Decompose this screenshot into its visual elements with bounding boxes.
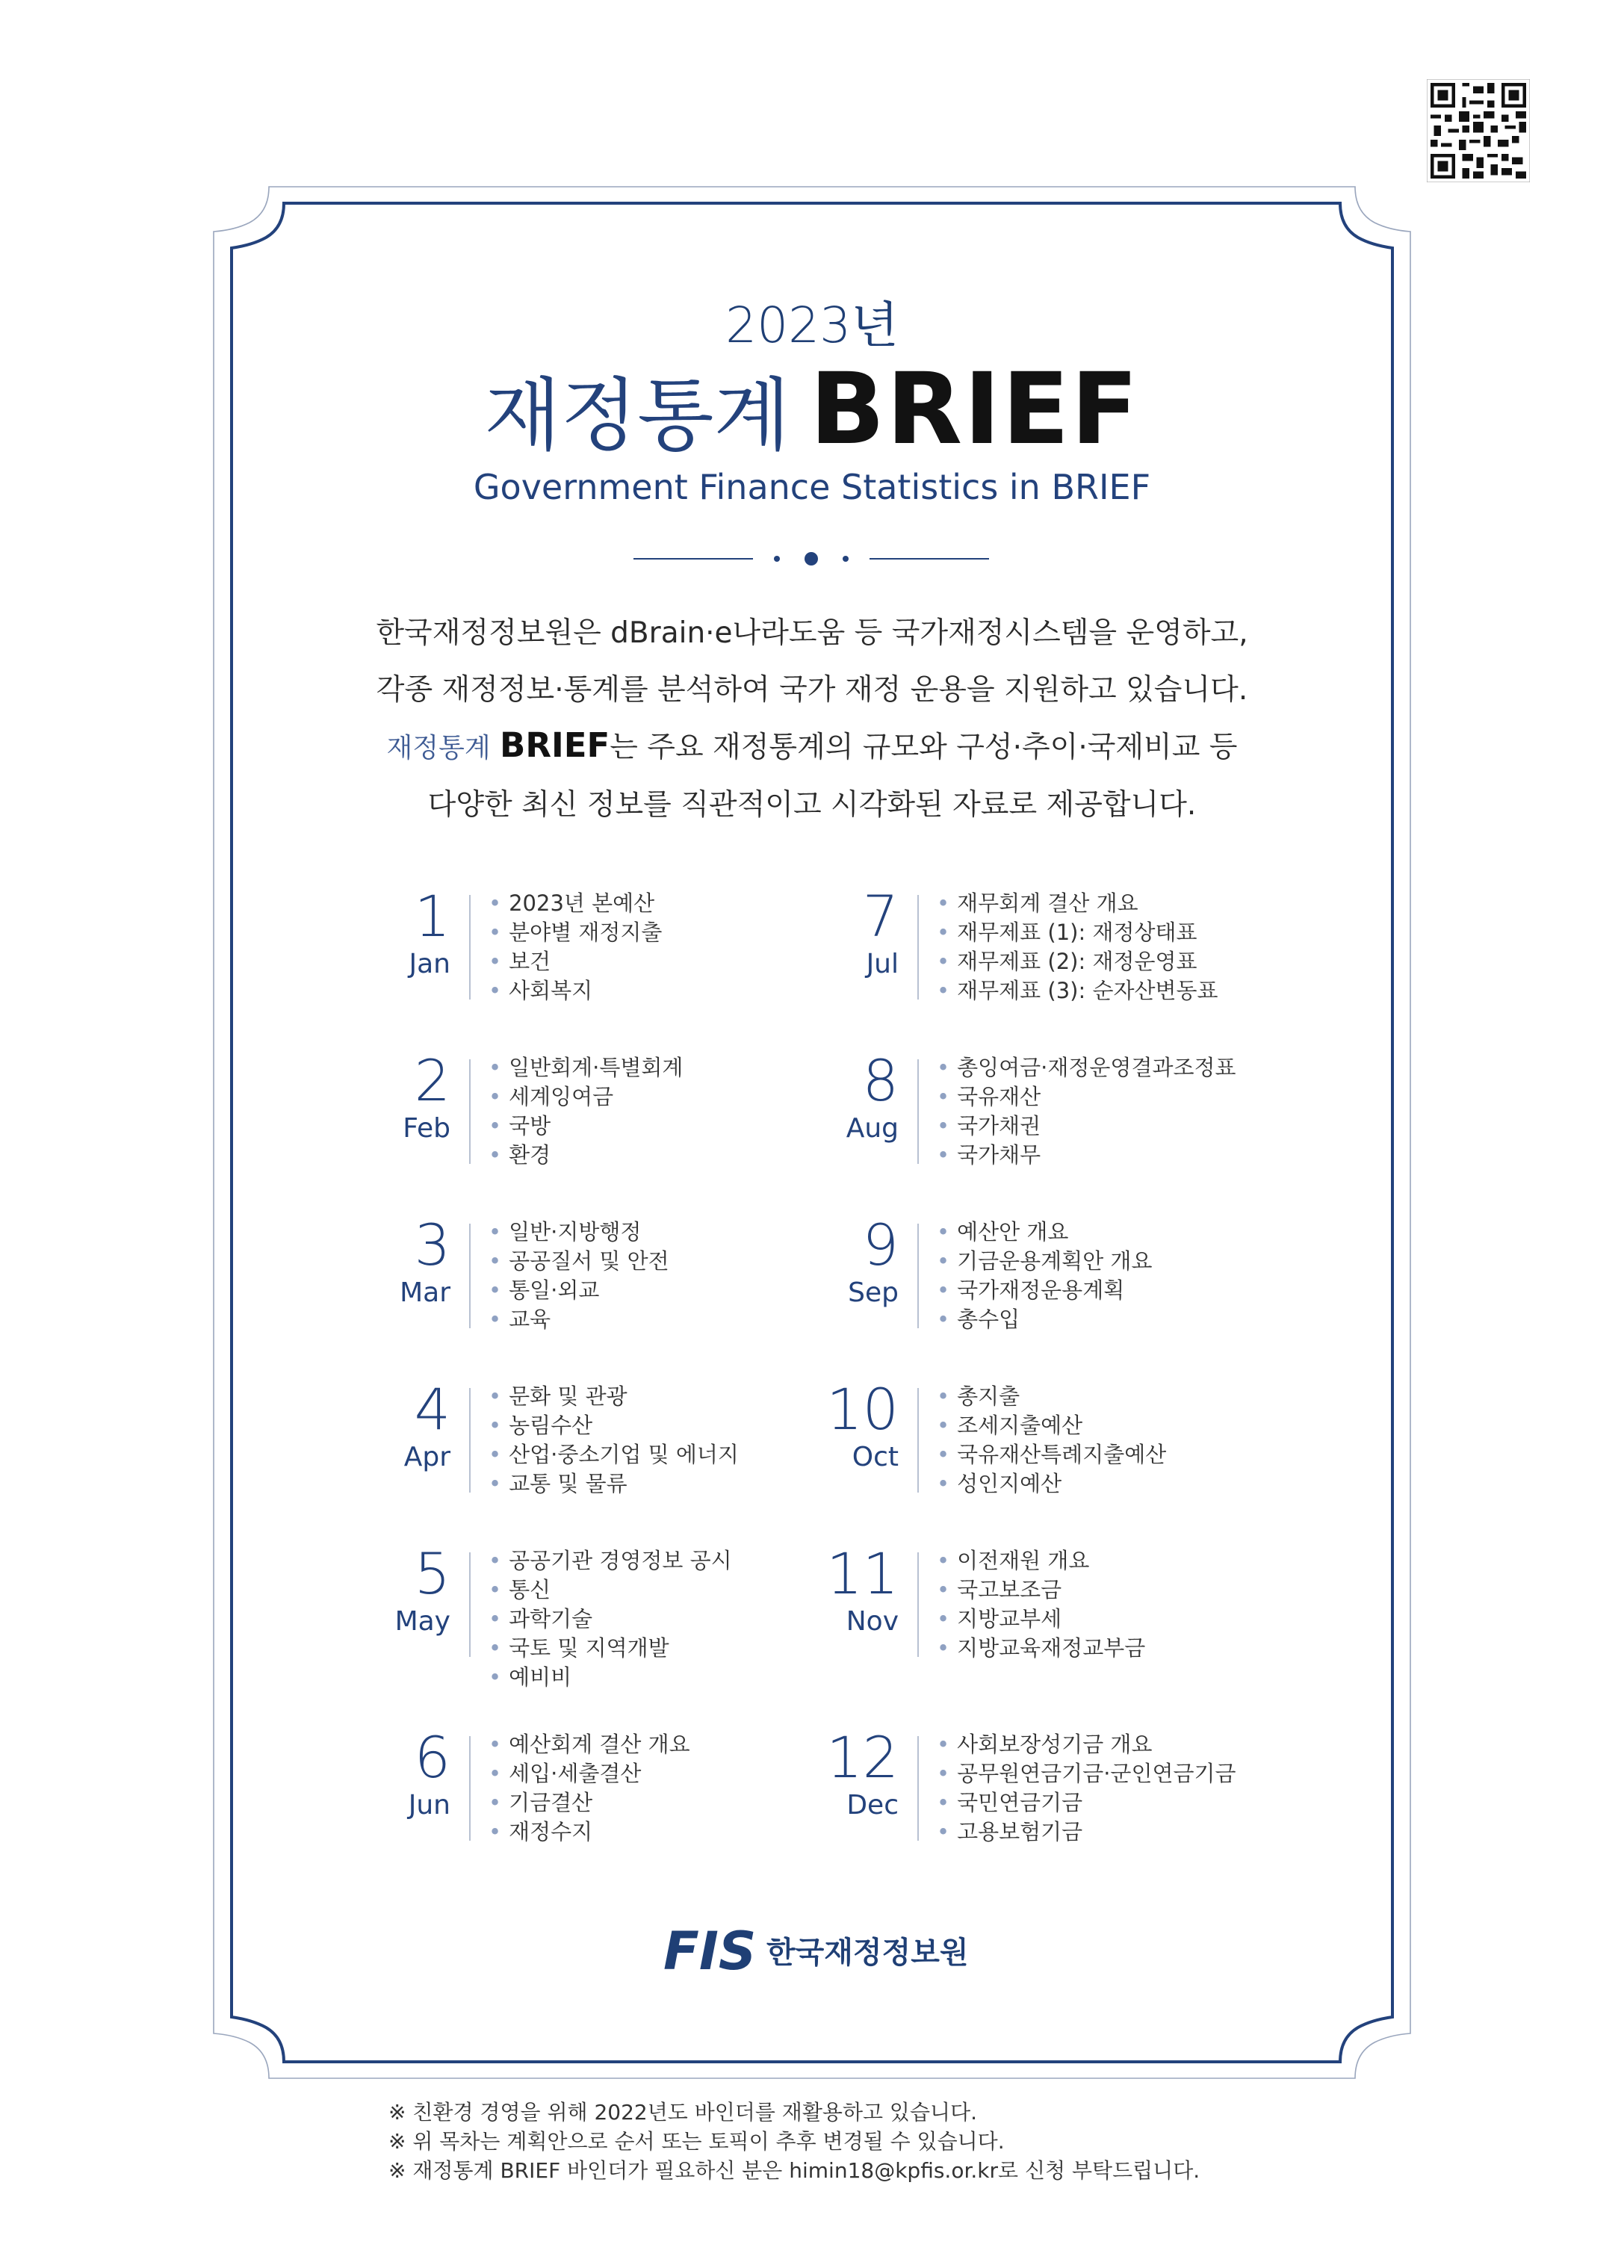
list-item [489, 1440, 739, 1469]
month-divider [917, 1736, 919, 1841]
topic-label: 국가채무 [957, 1142, 1041, 1168]
intro-brief: BRIEF [500, 725, 610, 765]
title-korean: 재정통계 [484, 370, 790, 462]
topic-label: 국민연금기금 [957, 1790, 1083, 1815]
logo-organization-name: 한국재정정보원 [766, 1936, 969, 1970]
list-item [489, 1663, 732, 1692]
footnote: ※ 재정통계 BRIEF 바인더가 필요하신 분은 himin18@kpfis.or.kr로 신청 부탁드립니다. [388, 2158, 1200, 2183]
bullet-icon: • [937, 1732, 950, 1757]
month-number: 12 [826, 1724, 899, 1791]
month-divider [469, 895, 471, 1000]
bullet-icon: • [489, 1219, 502, 1245]
bullet-icon: • [489, 920, 502, 945]
list-item [489, 889, 662, 918]
topic-label: 국가채권 [957, 1113, 1041, 1138]
month-number: 2 [414, 1047, 450, 1114]
list-item [937, 1469, 1166, 1499]
topic-label: 국방 [509, 1113, 551, 1138]
list-item [937, 1112, 1236, 1141]
topic-label: 일반·지방행정 [509, 1219, 642, 1245]
bullet-icon: • [489, 1055, 502, 1080]
topic-label: 교육 [509, 1307, 551, 1332]
bullet-icon: • [937, 1635, 950, 1661]
bullet-icon: • [489, 1819, 502, 1844]
bullet-icon: • [489, 1142, 502, 1168]
month-block [813, 1212, 1530, 1367]
intro-line-4: 다양한 최신 정보를 직관적이고 시각화된 자료로 제공합니다. [427, 788, 1197, 822]
footnotes [388, 2098, 1200, 2185]
bullet-icon: • [937, 1761, 950, 1786]
month-topic-list [937, 1546, 1145, 1663]
list-item [937, 1730, 1236, 1759]
month-divider [917, 1059, 919, 1164]
month-block [813, 1376, 1530, 1531]
list-item [489, 1469, 739, 1499]
month-divider [469, 1736, 471, 1841]
bullet-icon: • [489, 1471, 502, 1496]
month-topic-list [937, 1053, 1236, 1170]
month-name: Dec [846, 1790, 899, 1821]
bullet-icon: • [489, 890, 502, 916]
month-topic-list [937, 1218, 1152, 1334]
bullet-icon: • [937, 1277, 950, 1303]
topic-label: 재무회계 결산 개요 [957, 890, 1138, 916]
footnote: ※ 위 목차는 계획안으로 순서 또는 토픽이 추후 변경될 수 있습니다. [388, 2129, 1005, 2154]
month-block [813, 1047, 1530, 1203]
month-number: 5 [414, 1540, 450, 1607]
bullet-icon: • [937, 1113, 950, 1138]
topic-label: 일반회계·특별회계 [509, 1055, 684, 1080]
list-item [937, 1218, 1152, 1247]
list-item [489, 918, 662, 947]
list-item [937, 1546, 1145, 1575]
month-divider [469, 1552, 471, 1657]
bullet-icon: • [489, 1635, 502, 1661]
month-name: Nov [846, 1606, 899, 1637]
topic-label: 통일·외교 [509, 1277, 600, 1303]
topic-label: 사회복지 [509, 978, 593, 1003]
bullet-icon: • [937, 1790, 950, 1815]
bullet-icon: • [489, 1790, 502, 1815]
list-item [937, 1634, 1145, 1663]
bullet-icon: • [937, 1471, 950, 1496]
list-item [489, 1411, 739, 1440]
month-name: Mar [400, 1277, 450, 1308]
topic-label: 과학기술 [509, 1606, 593, 1632]
month-divider [917, 1552, 919, 1657]
bullet-icon: • [937, 890, 950, 916]
month-name: Aug [846, 1113, 899, 1144]
list-item [937, 1411, 1166, 1440]
month-name: Jul [866, 949, 899, 979]
bullet-icon: • [937, 1606, 950, 1632]
bullet-icon: • [489, 1606, 502, 1632]
list-item [489, 1546, 732, 1575]
month-name: Oct [852, 1442, 899, 1472]
topic-label: 고용보험기금 [957, 1819, 1083, 1844]
list-item [489, 1575, 732, 1605]
topic-label: 이전재원 개요 [957, 1548, 1090, 1573]
list-item [937, 947, 1218, 976]
topic-label: 재무제표 (2): 재정운영표 [957, 949, 1197, 974]
bullet-icon: • [489, 1277, 502, 1303]
list-item [937, 1082, 1236, 1112]
topic-label: 사회보장성기금 개요 [957, 1732, 1153, 1757]
bullet-icon: • [937, 1142, 950, 1168]
topic-label: 농림수산 [509, 1413, 593, 1438]
topic-label: 국유재산 [957, 1084, 1041, 1109]
topic-label: 분야별 재정지출 [509, 920, 663, 945]
bullet-icon: • [937, 1577, 950, 1602]
month-number: 9 [862, 1212, 899, 1278]
intro-line-3-rest: 는 주요 재정통계의 규모와 구성·추이·국제비교 등 [610, 731, 1238, 764]
month-number: 11 [826, 1540, 899, 1607]
month-name: Jun [408, 1790, 450, 1821]
topic-label: 2023년 본예산 [509, 890, 655, 916]
month-name: Sep [848, 1277, 899, 1308]
topic-label: 통신 [509, 1577, 551, 1602]
topic-label: 재무제표 (3): 순자산변동표 [957, 978, 1218, 1003]
month-topic-list [489, 1218, 669, 1334]
intro-line-1: 한국재정정보원은 dBrain·e나라도움 등 국가재정시스템을 운영하고, [376, 616, 1248, 650]
intro-line-2: 각종 재정정보·통계를 분석하여 국가 재정 운용을 지원하고 있습니다. [376, 673, 1248, 707]
list-item [937, 1788, 1236, 1818]
topic-label: 세계잉여금 [509, 1084, 614, 1109]
topic-label: 재정수지 [509, 1819, 593, 1844]
month-topic-list [489, 1053, 683, 1170]
list-item [489, 1305, 669, 1334]
intro-line-3 [0, 717, 1624, 777]
topic-label: 공무원연금기금·군인연금기금 [957, 1761, 1236, 1786]
list-item [937, 889, 1218, 918]
month-divider [469, 1059, 471, 1164]
bullet-icon: • [937, 1084, 950, 1109]
topic-label: 환경 [509, 1142, 551, 1168]
topic-label: 지방교부세 [957, 1606, 1062, 1632]
list-item [937, 976, 1218, 1006]
list-item [489, 1759, 690, 1788]
topic-label: 예산회계 결산 개요 [509, 1732, 690, 1757]
topic-label: 재무제표 (1): 재정상태표 [957, 920, 1197, 945]
list-item [937, 918, 1218, 947]
topic-label: 보건 [509, 949, 551, 974]
list-item [489, 1247, 669, 1276]
bullet-icon: • [489, 1732, 502, 1757]
intro-paragraph-2 [0, 717, 1624, 834]
month-topic-list [489, 1546, 732, 1692]
bullet-icon: • [937, 1548, 950, 1573]
list-item [937, 1053, 1236, 1082]
bullet-icon: • [489, 1413, 502, 1438]
topic-label: 총잉여금·재정운영결과조정표 [957, 1055, 1236, 1080]
topic-label: 산업·중소기업 및 에너지 [509, 1442, 739, 1467]
bullet-icon: • [489, 1084, 502, 1109]
list-item [489, 1112, 683, 1141]
bullet-icon: • [489, 1384, 502, 1409]
list-item [489, 976, 662, 1006]
topic-label: 기금결산 [509, 1790, 593, 1815]
list-item [937, 1759, 1236, 1788]
bullet-icon: • [937, 1219, 950, 1245]
month-topic-list [489, 1730, 690, 1847]
month-number: 10 [826, 1376, 899, 1443]
list-item [937, 1818, 1236, 1847]
list-item [489, 1382, 739, 1411]
list-item [937, 1440, 1166, 1469]
bullet-icon: • [937, 949, 950, 974]
month-number: 4 [414, 1376, 450, 1443]
topic-label: 문화 및 관광 [509, 1384, 627, 1409]
bullet-icon: • [937, 1819, 950, 1844]
bullet-icon: • [489, 1548, 502, 1573]
list-item [937, 1305, 1152, 1334]
intro-paragraph-1 [0, 605, 1624, 719]
bullet-icon: • [489, 949, 502, 974]
bullet-icon: • [489, 1577, 502, 1602]
list-item [489, 1605, 732, 1634]
bullet-icon: • [489, 1761, 502, 1786]
bullet-icon: • [937, 1413, 950, 1438]
list-item [937, 1276, 1152, 1305]
month-number: 7 [862, 883, 899, 949]
month-topic-list [937, 889, 1218, 1006]
topic-label: 국유재산특례지출예산 [957, 1442, 1167, 1467]
list-item [937, 1382, 1166, 1411]
month-name: Jan [409, 949, 450, 979]
topic-label: 예비비 [509, 1664, 572, 1690]
footnote: ※ 친환경 경영을 위해 2022년도 바인더를 재활용하고 있습니다. [388, 2100, 978, 2125]
year-label: 2023년 [725, 297, 899, 354]
bullet-icon: • [489, 1664, 502, 1690]
list-item [489, 1141, 683, 1170]
month-topic-list [489, 889, 662, 1006]
month-number: 3 [414, 1212, 450, 1278]
list-item [937, 1247, 1152, 1276]
topic-label: 세입·세출결산 [509, 1761, 642, 1786]
month-divider [469, 1224, 471, 1328]
month-divider [917, 1224, 919, 1328]
bullet-icon: • [937, 920, 950, 945]
title-english: BRIEF [809, 352, 1140, 467]
bullet-icon: • [937, 1384, 950, 1409]
month-name: May [394, 1606, 450, 1637]
topic-label: 조세지출예산 [957, 1413, 1083, 1438]
fis-logo-mark: FIS [663, 1921, 757, 1978]
month-topic-list [937, 1730, 1236, 1847]
topic-label: 예산안 개요 [957, 1219, 1069, 1245]
topic-label: 국가재정운용계획 [957, 1277, 1125, 1303]
topic-label: 공공질서 및 안전 [509, 1248, 669, 1274]
intro-kicker: 재정통계 [386, 733, 491, 763]
bullet-icon: • [937, 1248, 950, 1274]
month-number: 8 [862, 1047, 899, 1114]
bullet-icon: • [489, 1307, 502, 1332]
bullet-icon: • [937, 1307, 950, 1332]
month-divider [917, 895, 919, 1000]
list-item [937, 1575, 1145, 1605]
bullet-icon: • [489, 1248, 502, 1274]
topic-label: 교통 및 물류 [509, 1471, 627, 1496]
list-item [489, 1218, 669, 1247]
list-item [937, 1605, 1145, 1634]
list-item [489, 1788, 690, 1818]
bullet-icon: • [937, 1442, 950, 1467]
month-number: 1 [414, 883, 450, 949]
bullet-icon: • [489, 978, 502, 1003]
month-number: 6 [414, 1724, 450, 1791]
bullet-icon: • [937, 1055, 950, 1080]
topic-label: 국고보조금 [957, 1577, 1062, 1602]
topic-label: 공공기관 경영정보 공시 [509, 1548, 732, 1573]
month-divider [469, 1388, 471, 1493]
list-item [489, 1276, 669, 1305]
month-block [813, 1724, 1530, 1880]
list-item [489, 1634, 732, 1663]
month-name: Apr [403, 1442, 450, 1472]
month-topic-list [489, 1382, 739, 1499]
month-block [813, 1540, 1530, 1696]
topic-label: 기금운용계획안 개요 [957, 1248, 1153, 1274]
month-block [813, 883, 1530, 1038]
title [0, 352, 1624, 467]
topic-label: 국토 및 지역개발 [509, 1635, 669, 1661]
bullet-icon: • [489, 1113, 502, 1138]
list-item [489, 1082, 683, 1112]
month-topic-list [937, 1382, 1166, 1499]
list-item [489, 947, 662, 976]
topic-label: 성인지예산 [957, 1471, 1062, 1496]
bullet-icon: • [489, 1442, 502, 1467]
list-item [489, 1818, 690, 1847]
subtitle: Government Finance Statistics in BRIEF [473, 467, 1151, 507]
topic-label: 총수입 [957, 1307, 1020, 1332]
list-item [937, 1141, 1236, 1170]
bullet-icon: • [937, 978, 950, 1003]
list-item [489, 1053, 683, 1082]
topic-label: 지방교육재정교부금 [957, 1635, 1146, 1661]
list-item [489, 1730, 690, 1759]
topic-label: 총지출 [957, 1384, 1020, 1409]
month-name: Feb [403, 1113, 450, 1144]
month-divider [917, 1388, 919, 1493]
